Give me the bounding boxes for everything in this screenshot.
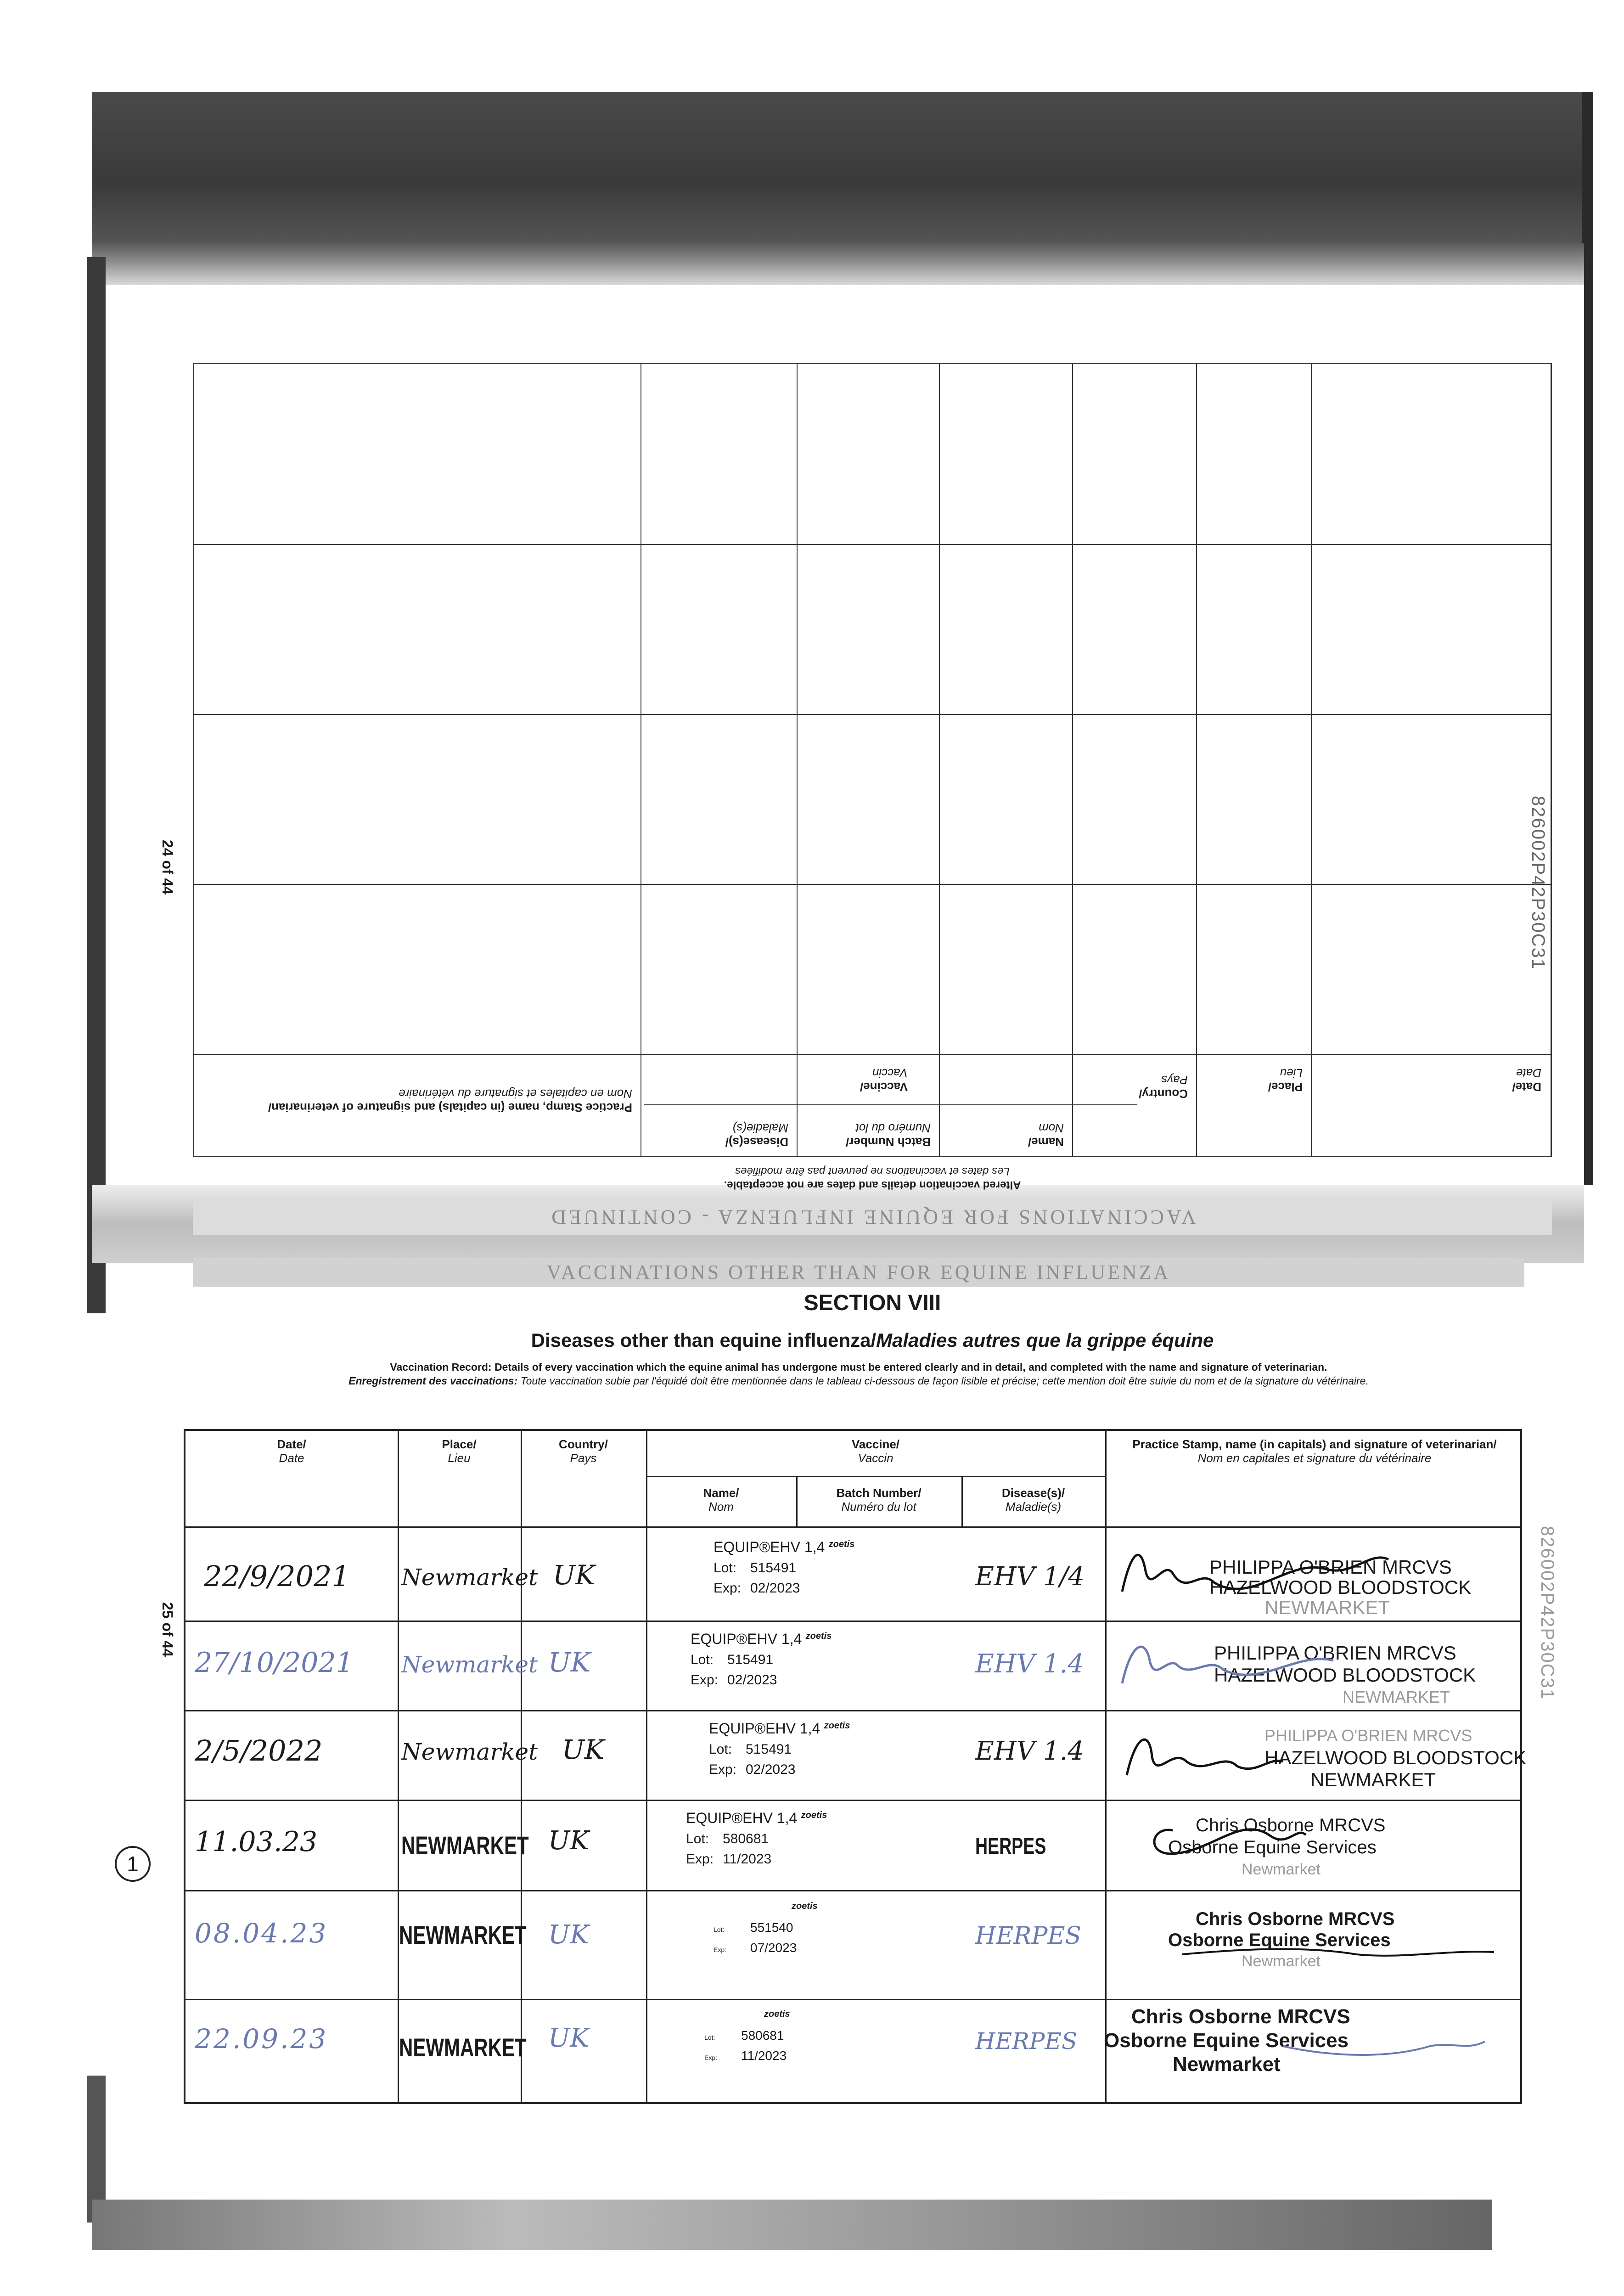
upper-header-disease: Disease(s)/ Maladie(s) [725, 1121, 788, 1149]
upper-page-inverted [193, 363, 1552, 1235]
side-id-code-lower: 826002P42P30C31 [1537, 1525, 1558, 1700]
row2-signature [1113, 1628, 1517, 1702]
row4-signature [1122, 1807, 1526, 1881]
page-number-25: 25 of 44 [159, 1602, 176, 1657]
row3-place: Newmarket [401, 1739, 538, 1765]
header-name: Name/ Nom [703, 1486, 739, 1514]
row3-stamp: PHILIPPA O'BRIEN MRCVS HAZELWOOD BLOODSTOCK NEWMARKET [1264, 1726, 1527, 1790]
upper-vaccination-table [193, 363, 1552, 1157]
row2-stamp: PHILIPPA O'BRIEN MRCVS HAZELWOOD BLOODSTOCK NEWMARKET [1214, 1642, 1476, 1706]
upper-header-vaccine: Vaccine/ Vaccin [860, 1066, 908, 1094]
section-banner: VACCINATIONS OTHER THAN FOR EQUINE INFLUENZA [193, 1258, 1524, 1287]
row5-date: 08.04.23 [195, 1918, 328, 1949]
section-title: SECTION VIII [804, 1291, 941, 1315]
row6-vaccine: $^{zoetis}$ Lot: 580681 Exp: 11/2023 [704, 2009, 790, 2063]
row5-disease: HERPES [975, 1922, 1082, 1950]
upper-header-place: Place/ Lieu [1268, 1066, 1303, 1094]
upper-header-country: Country/ Pays [1139, 1073, 1188, 1101]
row5-stamp: Chris Osborne MRCVS Osborne Equine Services Newmarket [1168, 1909, 1395, 1970]
row2-vaccine: EQUIP®EHV 1,4 $^{zoetis}$ Lot: 515491 Exp: 02/2023 [691, 1631, 832, 1688]
row6-signature [1255, 2014, 1512, 2069]
upper-header-practice: Practice Stamp, name (in capitals) and signature of veterinarian/ Nom en capitales et signature du vétérinaire [268, 1087, 632, 1114]
header-country: Country/ Pays [559, 1437, 608, 1465]
row4-date: 11.03.23 [195, 1826, 318, 1858]
row-marker-circle: 1 [115, 1846, 151, 1882]
scanner-shadow-left [87, 257, 106, 1313]
side-id-code: 826002P42P30C31 [1528, 795, 1549, 970]
row3-signature [1118, 1716, 1522, 1789]
row2-country: UK [548, 1647, 591, 1678]
row2-disease: EHV 1.4 [975, 1649, 1085, 1679]
section-subtitle: Diseases other than equine influenza/Maladies autres que la grippe équine [531, 1329, 1214, 1351]
header-disease: Disease(s)/ Maladie(s) [1001, 1486, 1065, 1514]
row4-country: UK [548, 1826, 590, 1856]
row6-place: NEWMARKET [399, 2033, 527, 2062]
row5-signature [1163, 1918, 1522, 1973]
row6-date: 22.09.23 [195, 2023, 328, 2054]
scanner-edge-top [92, 243, 1584, 285]
row1-stamp: PHILIPPA O'BRIEN MRCVS HAZELWOOD BLOODSTOCK NEWMARKET [1209, 1556, 1472, 1618]
header-batch: Batch Number/ Numéro du lot [836, 1486, 922, 1514]
row6-country: UK [548, 2023, 590, 2053]
scanner-shadow-top [92, 92, 1584, 243]
row1-disease: EHV 1/4 [975, 1562, 1085, 1592]
row3-date: 2/5/2022 [195, 1734, 323, 1767]
scanner-edge-bottom [92, 2200, 1492, 2250]
upper-header-batch: Batch Number/ Numéro du lot [846, 1121, 931, 1149]
row5-country: UK [548, 1920, 590, 1950]
row5-vaccine: $^{zoetis}$ Lot: 551540 Exp: 07/2023 [714, 1901, 818, 1955]
row4-place: NEWMARKET [401, 1831, 529, 1860]
vaccination-instructions: Vaccination Record: Details of every vaccination which the equine animal has undergone must be entered clearly and in detail, and completed with the name and signature of veterinarian. Enregistrement des vaccinations: Toute vaccination subie par l'équidé doit être mentionnée dans le tableau ci-dessous de façon lisible et précise; cette mention doit être suivie du nom et de la signature du vétérinaire. [348, 1361, 1369, 1387]
row6-disease: HERPES [975, 2028, 1078, 2054]
row1-vaccine: EQUIP®EHV 1,4 $^{zoetis}$ Lot: 515491 Exp: 02/2023 [714, 1539, 855, 1596]
header-practice: Practice Stamp, name (in capitals) and signature of veterinarian/ Nom en capitales et signature du vétérinaire [1132, 1437, 1497, 1465]
row5-place: NEWMARKET [399, 1920, 527, 1949]
page-number-24: 24 of 44 [159, 839, 176, 895]
row2-place: Newmarket [401, 1651, 538, 1678]
row3-disease: EHV 1.4 [975, 1736, 1085, 1766]
row4-stamp: Chris Osborne MRCVS Osborne Equine Services Newmarket [1168, 1815, 1386, 1878]
header-vaccine: Vaccine/ Vaccin [851, 1437, 900, 1465]
row3-vaccine: EQUIP®EHV 1,4 $^{zoetis}$ Lot: 515491 Exp: 02/2023 [709, 1720, 850, 1777]
row6-stamp: Chris Osborne MRCVS Osborne Equine Services Newmarket [1104, 2005, 1350, 2076]
row4-vaccine: EQUIP®EHV 1,4 $^{zoetis}$ Lot: 580681 Exp: 11/2023 [686, 1810, 827, 1867]
row1-signature [1113, 1541, 1517, 1615]
row3-country: UK [562, 1734, 605, 1765]
row1-place: Newmarket [401, 1564, 538, 1591]
vaccination-table [184, 1429, 1527, 2104]
header-date: Date/ Date [277, 1437, 306, 1465]
header-place: Place/ Lieu [442, 1437, 477, 1465]
row1-date: 22/9/2021 [204, 1559, 350, 1593]
row2-date: 27/10/2021 [195, 1647, 354, 1679]
row1-country: UK [553, 1559, 596, 1591]
upper-banner: VACCINATIONS FOR EQUINE INFLUENZA - CONTINUED [193, 1199, 1552, 1235]
upper-header-date: Date/ Date [1512, 1066, 1541, 1094]
upper-header-name: Name/ Nom [1028, 1121, 1064, 1149]
row4-disease: HERPES [975, 1833, 1046, 1859]
upper-altered-note: Altered vaccination details and dates are not acceptable. Les dates et vaccinations ne peuvent pas être modifiées [724, 1165, 1021, 1191]
